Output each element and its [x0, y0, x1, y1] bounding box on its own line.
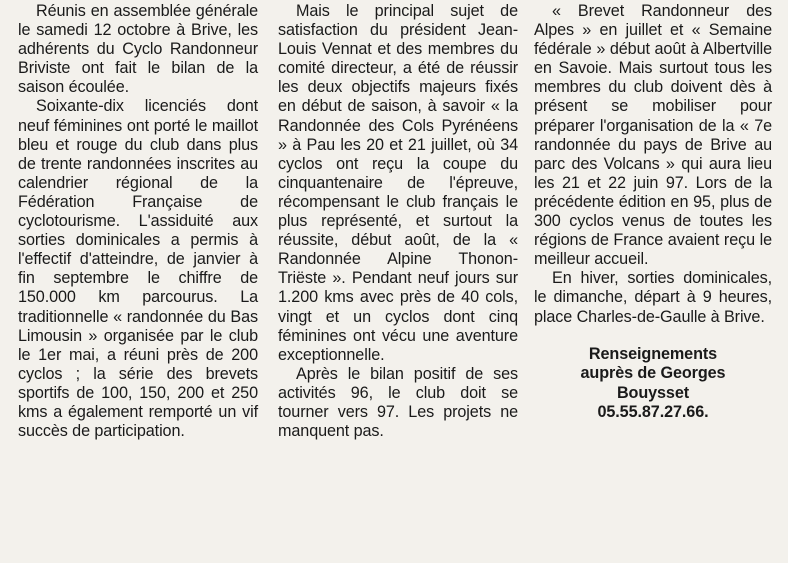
- contact-info: [534, 345, 772, 423]
- article-column-2: [278, 2, 518, 441]
- contact-line-3: Bouysset: [616, 383, 690, 402]
- contact-phone: 05.55.87.27.66.: [597, 403, 709, 422]
- paragraph-winter: En hiver, sorties dominicales, le dimanche, départ à 9 heures, place Charles-de-Gaulle à Brive.: [534, 269, 772, 326]
- article-column-3: [534, 2, 772, 423]
- paragraph-projects: « Brevet Randonneur des Alpes » en juillet et « Semaine fédérale » début août à Albertville en Savoie. Mais surtout tous les membres du club doivent dès à présent se mobiliser pour préparer l'organisation de la « 7e randonnée du pays de Brive au parc des Volcans » qui aura lieu les 21 et 22 juin 97. Lors de la précédente édition en 95, plus de 300 cyclos venus de toutes les régions de France avaient reçu le meilleur accueil.: [534, 2, 772, 269]
- paragraph-objectives: Mais le principal sujet de satisfaction du président Jean-Louis Vennat et des membres du comité directeur, a été de réussir les deux objectifs majeurs fixés en début de saison, à savoir « la Randonnée des Cols Pyrénéens » à Pau les 20 et 21 juillet, où 34 cyclos ont reçu la coupe du cinquantenaire de l'épreuve, récompensant le club français le plus représenté, et surtout la réussite, début août, de la « Randonnée Alpine Thonon-Triëste ». Pendant neuf jours sur 1.200 kms avec près de 40 cols, vingt et un cyclos dont cinq féminines ont vécu une aventure exceptionnelle.: [278, 2, 518, 364]
- paragraph-outlook: Après le bilan positif de ses activités 96, le club doit se tourner vers 97. Les projets ne manquent pas.: [278, 364, 518, 441]
- contact-line-2: auprès de Georges: [580, 364, 726, 383]
- paragraph-assembly: Réunis en assemblée générale le samedi 12 octobre à Brive, les adhérents du Cyclo Randonneur Briviste ont fait le bilan de la saison écoulée.: [18, 2, 258, 97]
- article-column-1: [18, 2, 258, 441]
- contact-line-1: Renseignements: [588, 344, 718, 363]
- paragraph-members: Soixante-dix licenciés dont neuf féminines ont porté le maillot bleu et rouge du club dans plus de trente randonnées inscrites au calendrier régional de la Fédération Française de cyclotourisme. L'assiduité aux sorties dominicales a permis à l'effectif d'atteindre, de janvier à fin septembre le chiffre de 150.000 km parcourus. La traditionnelle « randonnée du Bas Limousin » organisée par le club le 1er mai, a réuni près de 200 cyclos ; la série des brevets sportifs de 100, 150, 200 et 250 kms a également remporté un vif succès de participation.: [18, 97, 258, 441]
